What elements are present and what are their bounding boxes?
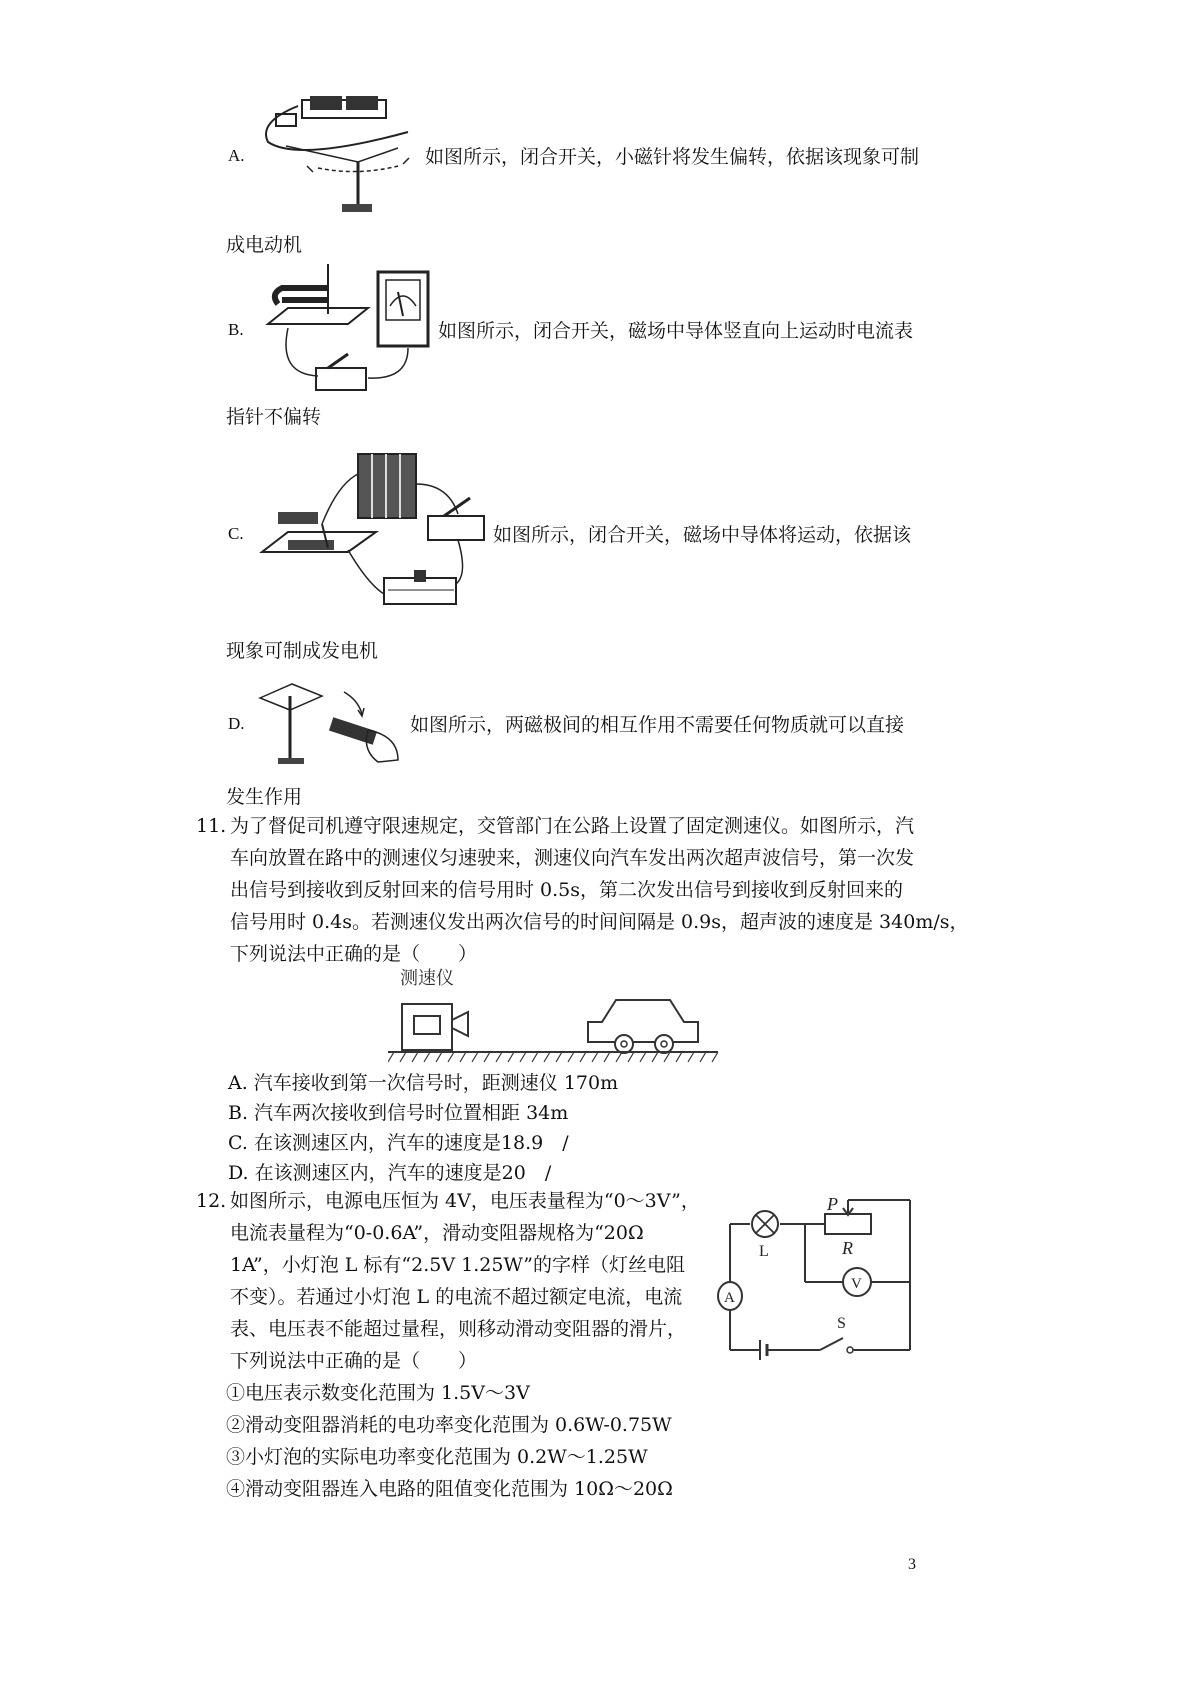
- option-b-text: 如图所示，闭合开关，磁场中导体竖直向上运动时电流表: [438, 320, 914, 342]
- option-d-text: 如图所示，两磁极间的相互作用不需要任何物质就可以直接: [410, 714, 905, 736]
- induction-ammeter-figure: [258, 264, 433, 404]
- option-a-text-cont: 成电动机: [226, 234, 303, 256]
- option-a-letter: A.: [228, 146, 245, 165]
- q12-statement-3: ③小灯泡的实际电功率变化范围为 0.2W～1.25W: [226, 1446, 648, 1468]
- speed-detector-figure: [388, 992, 718, 1064]
- option-c-letter: C.: [228, 524, 244, 543]
- q12-statement-2: ②滑动变阻器消耗的电功率变化范围为 0.6W-0.75W: [226, 1414, 672, 1436]
- label-s: S: [837, 1315, 846, 1332]
- motor-principle-figure: [258, 444, 490, 620]
- option-c-text-cont: 现象可制成发电机: [226, 640, 379, 662]
- q12-statement-4: ④滑动变阻器连入电路的阻值变化范围为 10Ω～20Ω: [226, 1478, 673, 1500]
- q11-option-c: C. 在该测速区内，汽车的速度是18.9 /: [228, 1132, 569, 1154]
- label-l: L: [759, 1243, 769, 1260]
- label-v: V: [851, 1276, 862, 1292]
- rheostat-symbol: [825, 1214, 871, 1234]
- option-b-text-cont: 指针不偏转: [226, 406, 322, 428]
- oersted-experiment-figure: [258, 92, 416, 220]
- label-r: R: [842, 1238, 853, 1258]
- q12-line: 1A”，小灯泡 L 标有“2.5V 1.25W”的字样（灯丝电阻: [230, 1254, 686, 1276]
- page-number: 3: [908, 1556, 916, 1573]
- switch-symbol: [820, 1338, 843, 1350]
- q12-line: 不变）。若通过小灯泡 L 的电流不超过额定电流，电流: [230, 1286, 683, 1308]
- option-b-letter: B.: [228, 320, 244, 339]
- q11-line: 车向放置在路中的测速仪匀速驶来，测速仪向汽车发出两次超声波信号，第一次发: [230, 847, 915, 869]
- speed-detector-label: 测速仪: [400, 968, 454, 989]
- q11-line: 下列说法中正确的是（ ）: [230, 943, 478, 965]
- q12-line: 表、电压表不能超过量程，则移动滑动变阻器的滑片，: [230, 1318, 687, 1340]
- q11-option-a: A. 汽车接收到第一次信号时，距测速仪 170m: [228, 1072, 619, 1094]
- label-p: P: [827, 1194, 838, 1214]
- magnet-needle-figure: [258, 680, 406, 776]
- q11-line: 为了督促司机遵守限速规定，交管部门在公路上设置了固定测速仪。如图所示，汽: [230, 815, 915, 837]
- option-d-text-cont: 发生作用: [226, 786, 303, 808]
- option-a-text: 如图所示，闭合开关，小磁针将发生偏转，依据该现象可制: [425, 146, 920, 168]
- q11-option-b: B. 汽车两次接收到信号时位置相距 34m: [228, 1102, 569, 1124]
- label-a: A: [724, 1290, 735, 1306]
- option-d-letter: D.: [228, 714, 245, 733]
- q11-number: 11.: [196, 815, 227, 837]
- q12-line: 下列说法中正确的是（ ）: [230, 1350, 478, 1372]
- q11-line: 信号用时 0.4s。若测速仪发出两次信号的时间间隔是 0.9s，超声波的速度是 340m/s，: [230, 911, 969, 933]
- q12-line: 如图所示，电源电压恒为 4V，电压表量程为“0～3V”，: [230, 1190, 700, 1212]
- q11-option-d: D. 在该测速区内，汽车的速度是20 /: [228, 1162, 552, 1184]
- q12-line: 电流表量程为“0-0.6A”，滑动变阻器规格为“20Ω: [230, 1222, 644, 1244]
- q12-number: 12.: [196, 1190, 227, 1212]
- circuit-diagram: [710, 1190, 925, 1370]
- q12-statement-1: ①电压表示数变化范围为 1.5V～3V: [226, 1382, 530, 1404]
- q11-line: 出信号到接收到反射回来的信号用时 0.5s，第二次发出信号到接收到反射回来的: [230, 879, 904, 901]
- option-c-text: 如图所示，闭合开关，磁场中导体将运动，依据该: [493, 524, 912, 546]
